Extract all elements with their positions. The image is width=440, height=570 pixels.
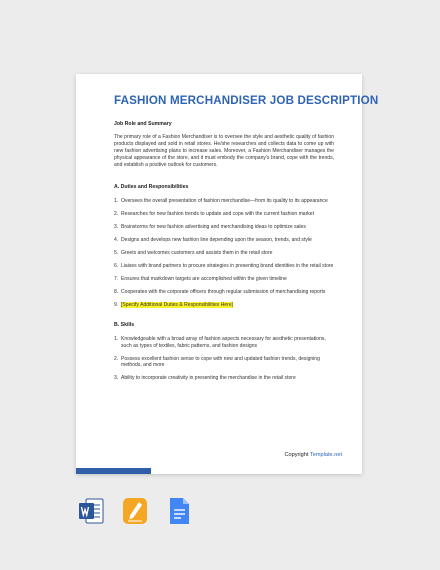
duties-list xyxy=(114,198,334,308)
duties-item xyxy=(114,250,334,257)
duties-item-text xyxy=(121,211,334,218)
duties-item-label: Designs and develops new fashion line depending upon the season, trends, and style xyxy=(121,237,312,244)
footer-accent-bar xyxy=(76,468,151,474)
google-docs-icon[interactable] xyxy=(166,496,192,526)
duties-item-label: Cooperates with the corporate officers through regular submission of merchandising reports xyxy=(121,289,326,296)
skills-item-number: 3. xyxy=(114,375,119,382)
pages-icon[interactable] xyxy=(122,496,148,526)
duties-item-text xyxy=(121,263,334,270)
duties-item-label: Liaises with brand partners to procure strategies in presenting brand identities in the retail store xyxy=(121,263,334,270)
role-heading: Job Role and Summary xyxy=(114,121,172,127)
skills-item-label: Possess excellent fashion sense to cope with new and updated fashion trends, designing methods, and more xyxy=(121,355,320,369)
duties-item-number: 5. xyxy=(114,250,119,257)
duties-item-number: 8. xyxy=(114,289,119,296)
duties-item-number: 4. xyxy=(114,237,119,244)
skills-item-label: Knowledgeable with a broad array of fashion aspects necessary for aesthetic presentations, such as types of textiles, fabric patterns, and fashion designs xyxy=(121,335,326,349)
duties-heading: A. Duties and Responsibilities xyxy=(114,184,189,191)
skills-item-number: 2. xyxy=(114,355,119,362)
duties-item xyxy=(114,263,334,270)
document-title: FASHION MERCHANDISER JOB DESCRIPTION xyxy=(114,94,379,107)
duties-item xyxy=(114,237,334,244)
duties-item-label: [Specify Additional Duties & Responsibilities Here] xyxy=(121,302,233,309)
duties-item-text xyxy=(121,289,334,296)
duties-item-text xyxy=(121,276,334,283)
skills-item-text xyxy=(121,356,334,369)
duties-item-number: 7. xyxy=(114,276,119,283)
duties-item-label: Oversees the overall presentation of fashion merchandise—from its quality to its appearance xyxy=(121,198,328,205)
app-icons-row xyxy=(78,496,192,526)
skills-item-text xyxy=(121,336,334,349)
document-page xyxy=(76,74,379,474)
copyright-footer xyxy=(284,452,342,458)
duties-item-number: 2. xyxy=(114,211,119,218)
duties-item-number: 3. xyxy=(114,224,119,231)
duties-item xyxy=(114,211,334,218)
duties-item-label: Ensures that markdown targets are accomplished within the given timeline xyxy=(121,276,287,283)
summary-paragraph: The primary role of a Fashion Merchandiser is to oversee the style and aesthetic quality of fashion products displayed and sold in retail stores. He/she researches and collects data to come up with new fashion advertising plans to increase sales. Moreover, a Fashion Merchandiser manages the physical appearance of the store, and it must embody the company's brand, cope with the trends, and establish a positive outlook for customers. xyxy=(114,134,334,169)
duties-item-number: 6. xyxy=(114,263,119,270)
skills-heading: B. Skills xyxy=(114,321,135,328)
skills-item xyxy=(114,375,334,382)
duties-item xyxy=(114,198,334,205)
skills-item xyxy=(114,356,334,369)
duties-item-number: 9. xyxy=(114,302,119,309)
duties-item-text xyxy=(121,302,334,309)
duties-item-label: Greets and welcomes customers and assists them in the retail store xyxy=(121,250,273,257)
duties-item-number: 1. xyxy=(114,198,119,205)
duties-item xyxy=(114,302,334,309)
copyright-label: Copyright xyxy=(284,452,309,458)
duties-item-text xyxy=(121,250,334,257)
duties-item xyxy=(114,276,334,283)
template-link[interactable]: Template.net xyxy=(309,452,342,458)
duties-item xyxy=(114,224,334,231)
duties-item-text xyxy=(121,198,334,205)
duties-item-text xyxy=(121,237,334,244)
skills-item xyxy=(114,336,334,349)
skills-item-number: 1. xyxy=(114,335,119,342)
duties-item-text xyxy=(121,224,334,231)
duties-item-label: Brainstorms for new fashion advertising and merchandising ideas to optimize sales xyxy=(121,224,306,231)
skills-item-label: Ability to incorporate creativity in presenting the merchandise in the retail store xyxy=(121,375,296,382)
skills-list xyxy=(114,336,334,382)
duties-item xyxy=(114,289,334,296)
skills-item-text xyxy=(121,375,334,382)
duties-item-label: Researches for new fashion trends to update and cope with the current fashion market xyxy=(121,211,315,218)
word-icon[interactable] xyxy=(78,496,104,526)
